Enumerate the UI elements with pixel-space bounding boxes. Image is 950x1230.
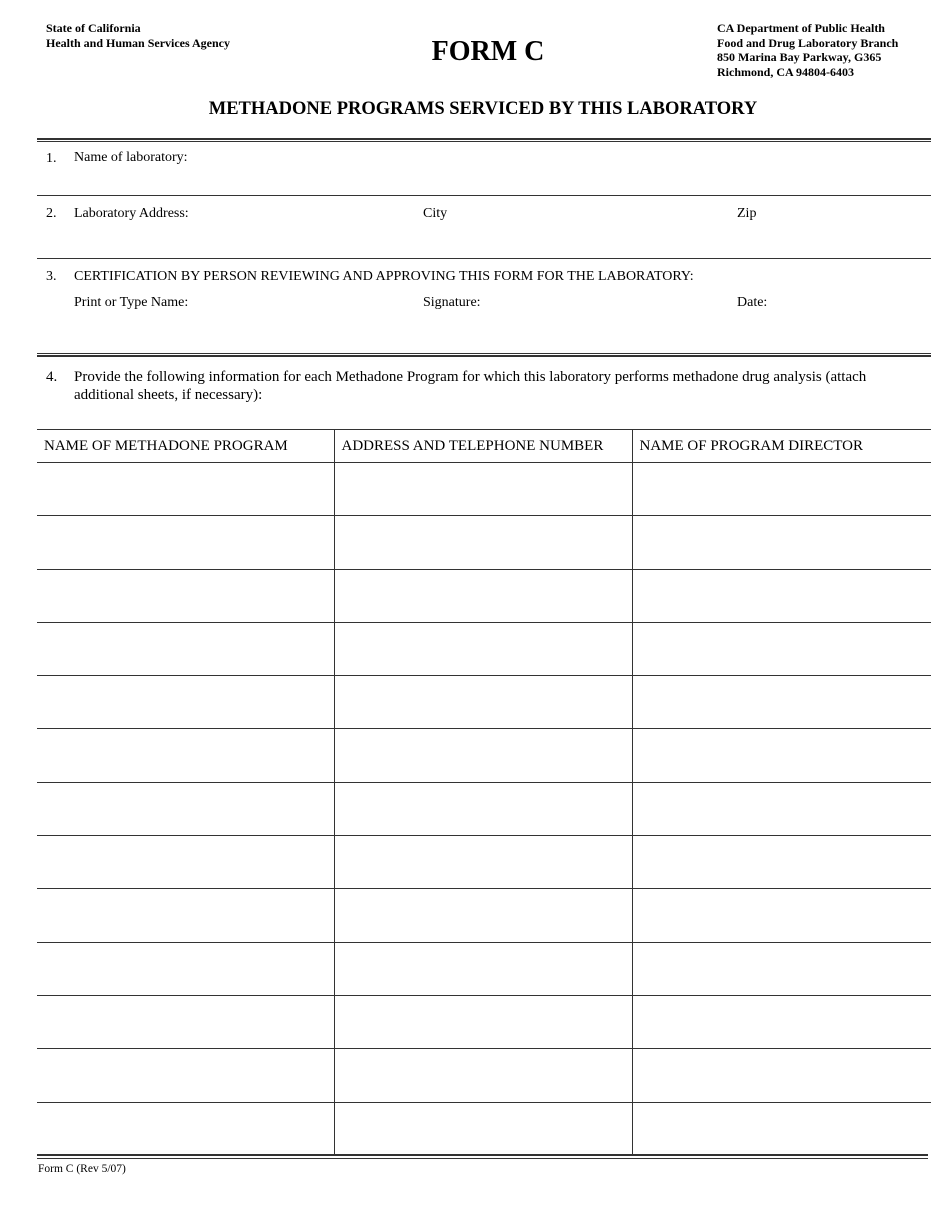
program-director-cell[interactable] [632,942,931,995]
column-header-program-director: NAME OF PROGRAM DIRECTOR [632,430,931,463]
item-3-number: 3. [46,269,57,284]
table-row [37,782,931,835]
program-name-cell[interactable] [37,1102,334,1155]
program-director-cell[interactable] [632,622,931,675]
address-phone-cell[interactable] [334,1102,632,1155]
divider [37,1154,928,1156]
program-name-cell[interactable] [37,889,334,942]
program-name-cell[interactable] [37,729,334,782]
laboratory-name-label: Name of laboratory: [74,150,188,165]
certification-heading: CERTIFICATION BY PERSON REVIEWING AND APPROVING THIS FORM FOR THE LABORATORY: [74,269,694,284]
form-title: FORM C [431,36,545,67]
table-row [37,1049,931,1102]
program-director-cell[interactable] [632,729,931,782]
program-name-cell[interactable] [37,942,334,995]
methadone-programs-table [37,429,931,1155]
program-director-cell[interactable] [632,889,931,942]
laboratory-address-label: Laboratory Address: [74,206,189,221]
city-label: City [423,206,448,221]
address-phone-cell[interactable] [334,516,632,569]
item-2-number: 2. [46,206,57,221]
table-row [37,676,931,729]
program-name-cell[interactable] [37,995,334,1048]
program-name-cell[interactable] [37,463,334,516]
table-row [37,463,931,516]
zip-label: Zip [737,206,757,221]
certification-field[interactable] [37,353,931,354]
table-row [37,729,931,782]
table-row [37,1102,931,1155]
divider [37,1158,928,1159]
instructions-text: Provide the following information for each Methadone Program for which this laboratory performs methadone drug analysis (attach additional sheets, if necessary): [74,369,867,403]
item-4-number: 4. [46,369,58,385]
address-phone-cell[interactable] [334,995,632,1048]
table-row [37,569,931,622]
program-director-cell[interactable] [632,569,931,622]
column-header-program-name: NAME OF METHADONE PROGRAM [37,430,334,463]
agency-line: Health and Human Services Agency [46,35,231,50]
divider [37,138,931,140]
department-line: CA Department of Public Health [717,21,885,35]
branch-line: Food and Drug Laboratory Branch [717,35,899,50]
table-row [37,942,931,995]
table-row [37,622,931,675]
program-name-cell[interactable] [37,676,334,729]
address-phone-cell[interactable] [334,676,632,729]
table-row [37,516,931,569]
signature-label: Signature: [423,295,481,310]
program-director-cell[interactable] [632,463,931,516]
column-header-address-phone: ADDRESS AND TELEPHONE NUMBER [334,430,632,463]
program-director-cell[interactable] [632,516,931,569]
program-director-cell[interactable] [632,1102,931,1155]
address-phone-cell[interactable] [334,463,632,516]
program-name-cell[interactable] [37,516,334,569]
department-header [717,21,898,79]
address-phone-cell[interactable] [334,569,632,622]
program-name-cell[interactable] [37,1049,334,1102]
print-name-label: Print or Type Name: [74,295,189,310]
program-director-cell[interactable] [632,836,931,889]
program-director-cell[interactable] [632,782,931,835]
page-title: METHADONE PROGRAMS SERVICED BY THIS LABORATORY [208,99,758,119]
address-phone-cell[interactable] [334,836,632,889]
laboratory-name-field[interactable] [37,195,931,196]
program-name-cell[interactable] [37,836,334,889]
address-phone-cell[interactable] [334,1049,632,1102]
table-row [37,995,931,1048]
table-row [37,889,931,942]
program-director-cell[interactable] [632,676,931,729]
address-phone-cell[interactable] [334,889,632,942]
address-phone-cell[interactable] [334,622,632,675]
city-line: Richmond, CA 94804-6403 [717,64,855,79]
street-line: 850 Marina Bay Parkway, G365 [717,50,882,64]
program-director-cell[interactable] [632,995,931,1048]
laboratory-address-field[interactable] [37,258,931,259]
table-row [37,836,931,889]
divider [37,355,931,357]
form-revision: Form C (Rev 5/07) [38,1163,126,1175]
address-phone-cell[interactable] [334,729,632,782]
address-phone-cell[interactable] [334,942,632,995]
state-line: State of California [46,21,141,35]
divider [37,141,931,142]
item-1-number: 1. [46,151,57,166]
program-director-cell[interactable] [632,1049,931,1102]
date-label: Date: [737,295,768,310]
program-name-cell[interactable] [37,569,334,622]
program-name-cell[interactable] [37,622,334,675]
program-name-cell[interactable] [37,782,334,835]
table-header-row [37,430,931,463]
address-phone-cell[interactable] [334,782,632,835]
